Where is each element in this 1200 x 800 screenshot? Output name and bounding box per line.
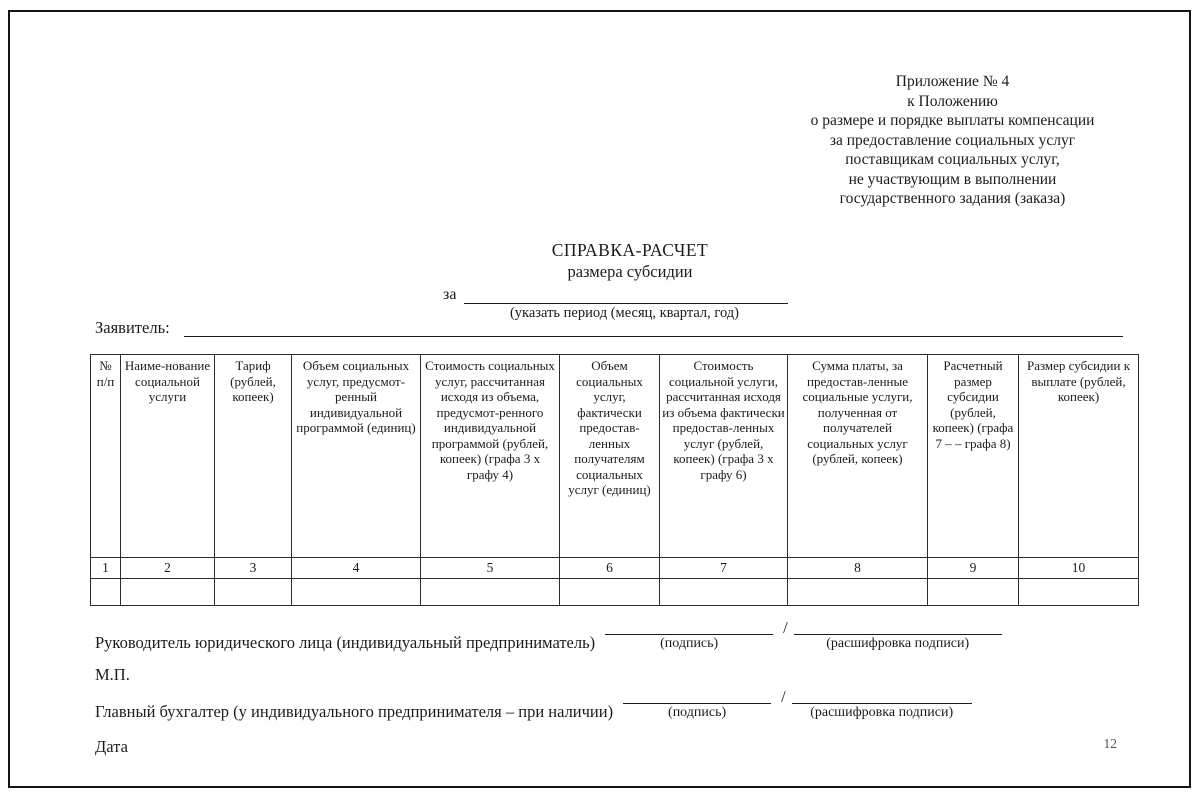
column-number: 6 <box>560 558 660 579</box>
table-empty-cell[interactable] <box>91 579 121 606</box>
title-line-2: размера субсидии <box>567 262 693 281</box>
table-empty-cell[interactable] <box>660 579 788 606</box>
appendix-line: не участвующим в выполнении <box>848 170 1057 188</box>
column-header: Стоимость социальной услуги, рассчитанная исходя из объема фактически предостав-ленных услуг (рублей, копеек) (графа 3 х графу 6) <box>660 355 788 558</box>
column-number: 10 <box>1019 558 1139 579</box>
appendix-line: Приложение № 4 <box>895 73 1010 90</box>
subsidy-calculation-table <box>90 354 1139 606</box>
head-signature-row <box>95 618 1129 652</box>
column-number: 5 <box>421 558 560 579</box>
column-number: 4 <box>292 558 421 579</box>
page-frame <box>8 10 1191 788</box>
period-prefix: за <box>443 286 457 303</box>
table-empty-cell[interactable] <box>215 579 292 606</box>
table-empty-row <box>91 579 1139 606</box>
document-title <box>410 240 850 282</box>
accountant-signature-line[interactable] <box>623 687 771 704</box>
decryption-hint: (расшифровка подписи) <box>810 705 954 720</box>
column-header: Объем социальных услуг, фактически предостав-ленных получателям социальных услуг (единиц) <box>560 355 660 558</box>
table-header-row <box>91 355 1139 558</box>
period-section <box>443 286 788 322</box>
column-header: Расчетный размер субсидии (рублей, копеек) (графа 7 – – графа 8) <box>928 355 1019 558</box>
column-header: Сумма платы, за предостав-ленные социальные услуги, полученная от получателей социальных услуг (рублей, копеек) <box>788 355 928 558</box>
column-number: 3 <box>215 558 292 579</box>
head-name-line[interactable] <box>794 618 1002 635</box>
appendix-line: к Положению <box>907 92 998 110</box>
column-header: Размер субсидии к выплате (рублей, копеек) <box>1019 355 1139 558</box>
accountant-signature-row <box>95 687 1129 721</box>
appendix-line: государственного задания (заказа) <box>839 190 1066 207</box>
slash-separator: / <box>781 687 786 706</box>
signature-block <box>95 618 1129 757</box>
column-header: Стоимость социальных услуг, рассчитанная исходя из объема, предусмот-ренного индивидуальной программой (рублей, копеек) (графа 3 х графу 4) <box>421 355 560 558</box>
appendix-block <box>730 72 1175 209</box>
head-signature-label: Руководитель юридического лица (индивидуальный предприниматель) <box>95 633 596 652</box>
column-number: 7 <box>660 558 788 579</box>
period-input-line[interactable] <box>464 287 788 304</box>
column-number-row <box>91 558 1139 579</box>
column-number: 1 <box>91 558 121 579</box>
column-header: № п/п <box>91 355 121 558</box>
table-empty-cell[interactable] <box>121 579 215 606</box>
accountant-signature-label: Главный бухгалтер (у индивидуального предпринимателя – при наличии) <box>95 702 614 721</box>
column-header: Объем социальных услуг, предусмот-ренный индивидуальной программой (единиц) <box>292 355 421 558</box>
accountant-name-line[interactable] <box>792 687 972 704</box>
applicant-input-line[interactable] <box>184 320 1123 337</box>
table-empty-cell[interactable] <box>560 579 660 606</box>
title-line-1: СПРАВКА-РАСЧЕТ <box>551 240 709 260</box>
appendix-line: о размере и порядке выплаты компенсации <box>810 112 1095 129</box>
table-empty-cell[interactable] <box>421 579 560 606</box>
decryption-hint: (расшифровка подписи) <box>826 636 970 651</box>
slash-separator: / <box>783 618 788 637</box>
column-header: Наиме-нование социальной услуги <box>121 355 215 558</box>
head-signature-line[interactable] <box>605 618 773 635</box>
column-number: 2 <box>121 558 215 579</box>
stamp-place-label: М.П. <box>95 665 130 684</box>
table-empty-cell[interactable] <box>1019 579 1139 606</box>
column-header: Тариф (рублей, копеек) <box>215 355 292 558</box>
table-empty-cell[interactable] <box>788 579 928 606</box>
column-number: 9 <box>928 558 1019 579</box>
date-label: Дата <box>95 737 128 756</box>
appendix-line: поставщикам социальных услуг, <box>845 151 1060 168</box>
appendix-line: за предоставление социальных услуг <box>829 131 1076 149</box>
applicant-section <box>95 318 1123 337</box>
signature-hint: (подпись) <box>660 636 719 651</box>
period-hint: (указать период (месяц, квартал, год) <box>509 305 740 321</box>
table-empty-cell[interactable] <box>292 579 421 606</box>
column-number: 8 <box>788 558 928 579</box>
page-number: 12 <box>1103 736 1117 751</box>
signature-hint: (подпись) <box>668 705 727 720</box>
table-empty-cell[interactable] <box>928 579 1019 606</box>
applicant-label: Заявитель: <box>95 318 170 337</box>
